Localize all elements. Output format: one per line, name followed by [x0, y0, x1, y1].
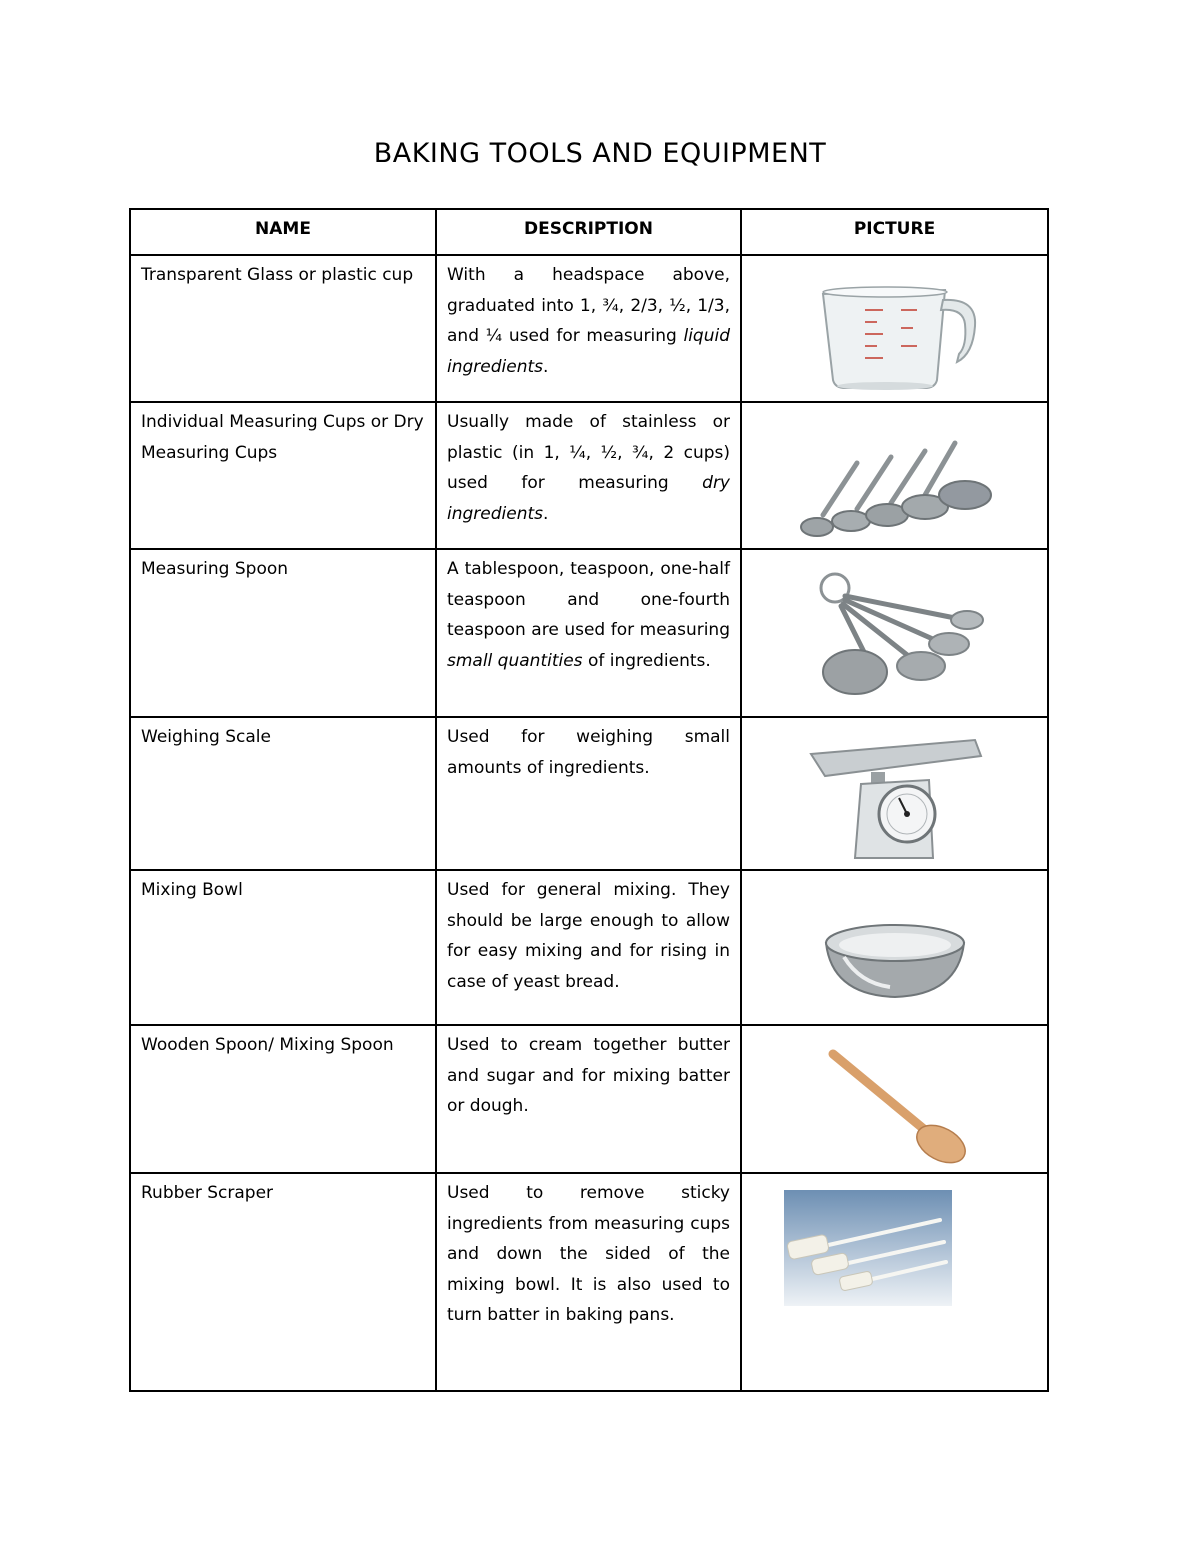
page-title: BAKING TOOLS AND EQUIPMENT — [373, 138, 827, 169]
measuring-cups-set-icon — [795, 433, 995, 543]
row-name: Individual Measuring Cups or Dry Measuring Cups — [130, 402, 436, 549]
row-picture — [741, 255, 1048, 402]
row-picture — [741, 1173, 1048, 1391]
row-description: A tablespoon, teaspoon, one-half teaspoon and one-fourth teaspoon are used for measuring small quantities of ingredients. — [436, 549, 741, 717]
table-row — [130, 717, 1048, 870]
row-name: Mixing Bowl — [130, 870, 436, 1025]
row-picture — [741, 549, 1048, 717]
header-description: DESCRIPTION — [436, 209, 741, 255]
row-picture — [741, 1025, 1048, 1173]
table-header-row — [130, 209, 1048, 255]
table-row — [130, 402, 1048, 549]
row-name: Measuring Spoon — [130, 549, 436, 717]
tools-table — [129, 208, 1049, 1392]
table-row — [130, 549, 1048, 717]
header-picture: PICTURE — [741, 209, 1048, 255]
row-name: Wooden Spoon/ Mixing Spoon — [130, 1025, 436, 1173]
table-row — [130, 870, 1048, 1025]
row-picture — [741, 717, 1048, 870]
header-name: NAME — [130, 209, 436, 255]
row-description: Used for weighing small amounts of ingredients. — [436, 717, 741, 870]
row-description: With a headspace above, graduated into 1, ¾, 2/3, ½, 1/3, and ¼ used for measuring liquid ingredients. — [436, 255, 741, 402]
weighing-scale-icon — [805, 732, 985, 862]
rubber-scraper-icon — [784, 1190, 952, 1306]
row-description: Used for general mixing. They should be large enough to allow for easy mixing and for rising in case of yeast bread. — [436, 870, 741, 1025]
table-row — [130, 1025, 1048, 1173]
mixing-bowl-icon — [820, 913, 970, 1003]
row-name: Transparent Glass or plastic cup — [130, 255, 436, 402]
table-row — [130, 1173, 1048, 1391]
table-row — [130, 255, 1048, 402]
row-picture — [741, 870, 1048, 1025]
row-name: Weighing Scale — [130, 717, 436, 870]
measuring-cup-icon — [805, 276, 985, 396]
row-description: Used to cream together butter and sugar and for mixing batter or dough. — [436, 1025, 741, 1173]
row-description: Used to remove sticky ingredients from measuring cups and down the sided of the mixing bowl. It is also used to turn batter in baking pans. — [436, 1173, 741, 1391]
measuring-spoons-icon — [805, 568, 985, 698]
row-picture — [741, 402, 1048, 549]
row-description: Usually made of stainless or plastic (in 1, ¼, ½, ¾, 2 cups) used for measuring dry ingredients. — [436, 402, 741, 549]
wooden-spoon-icon — [815, 1044, 975, 1164]
row-name: Rubber Scraper — [130, 1173, 436, 1391]
